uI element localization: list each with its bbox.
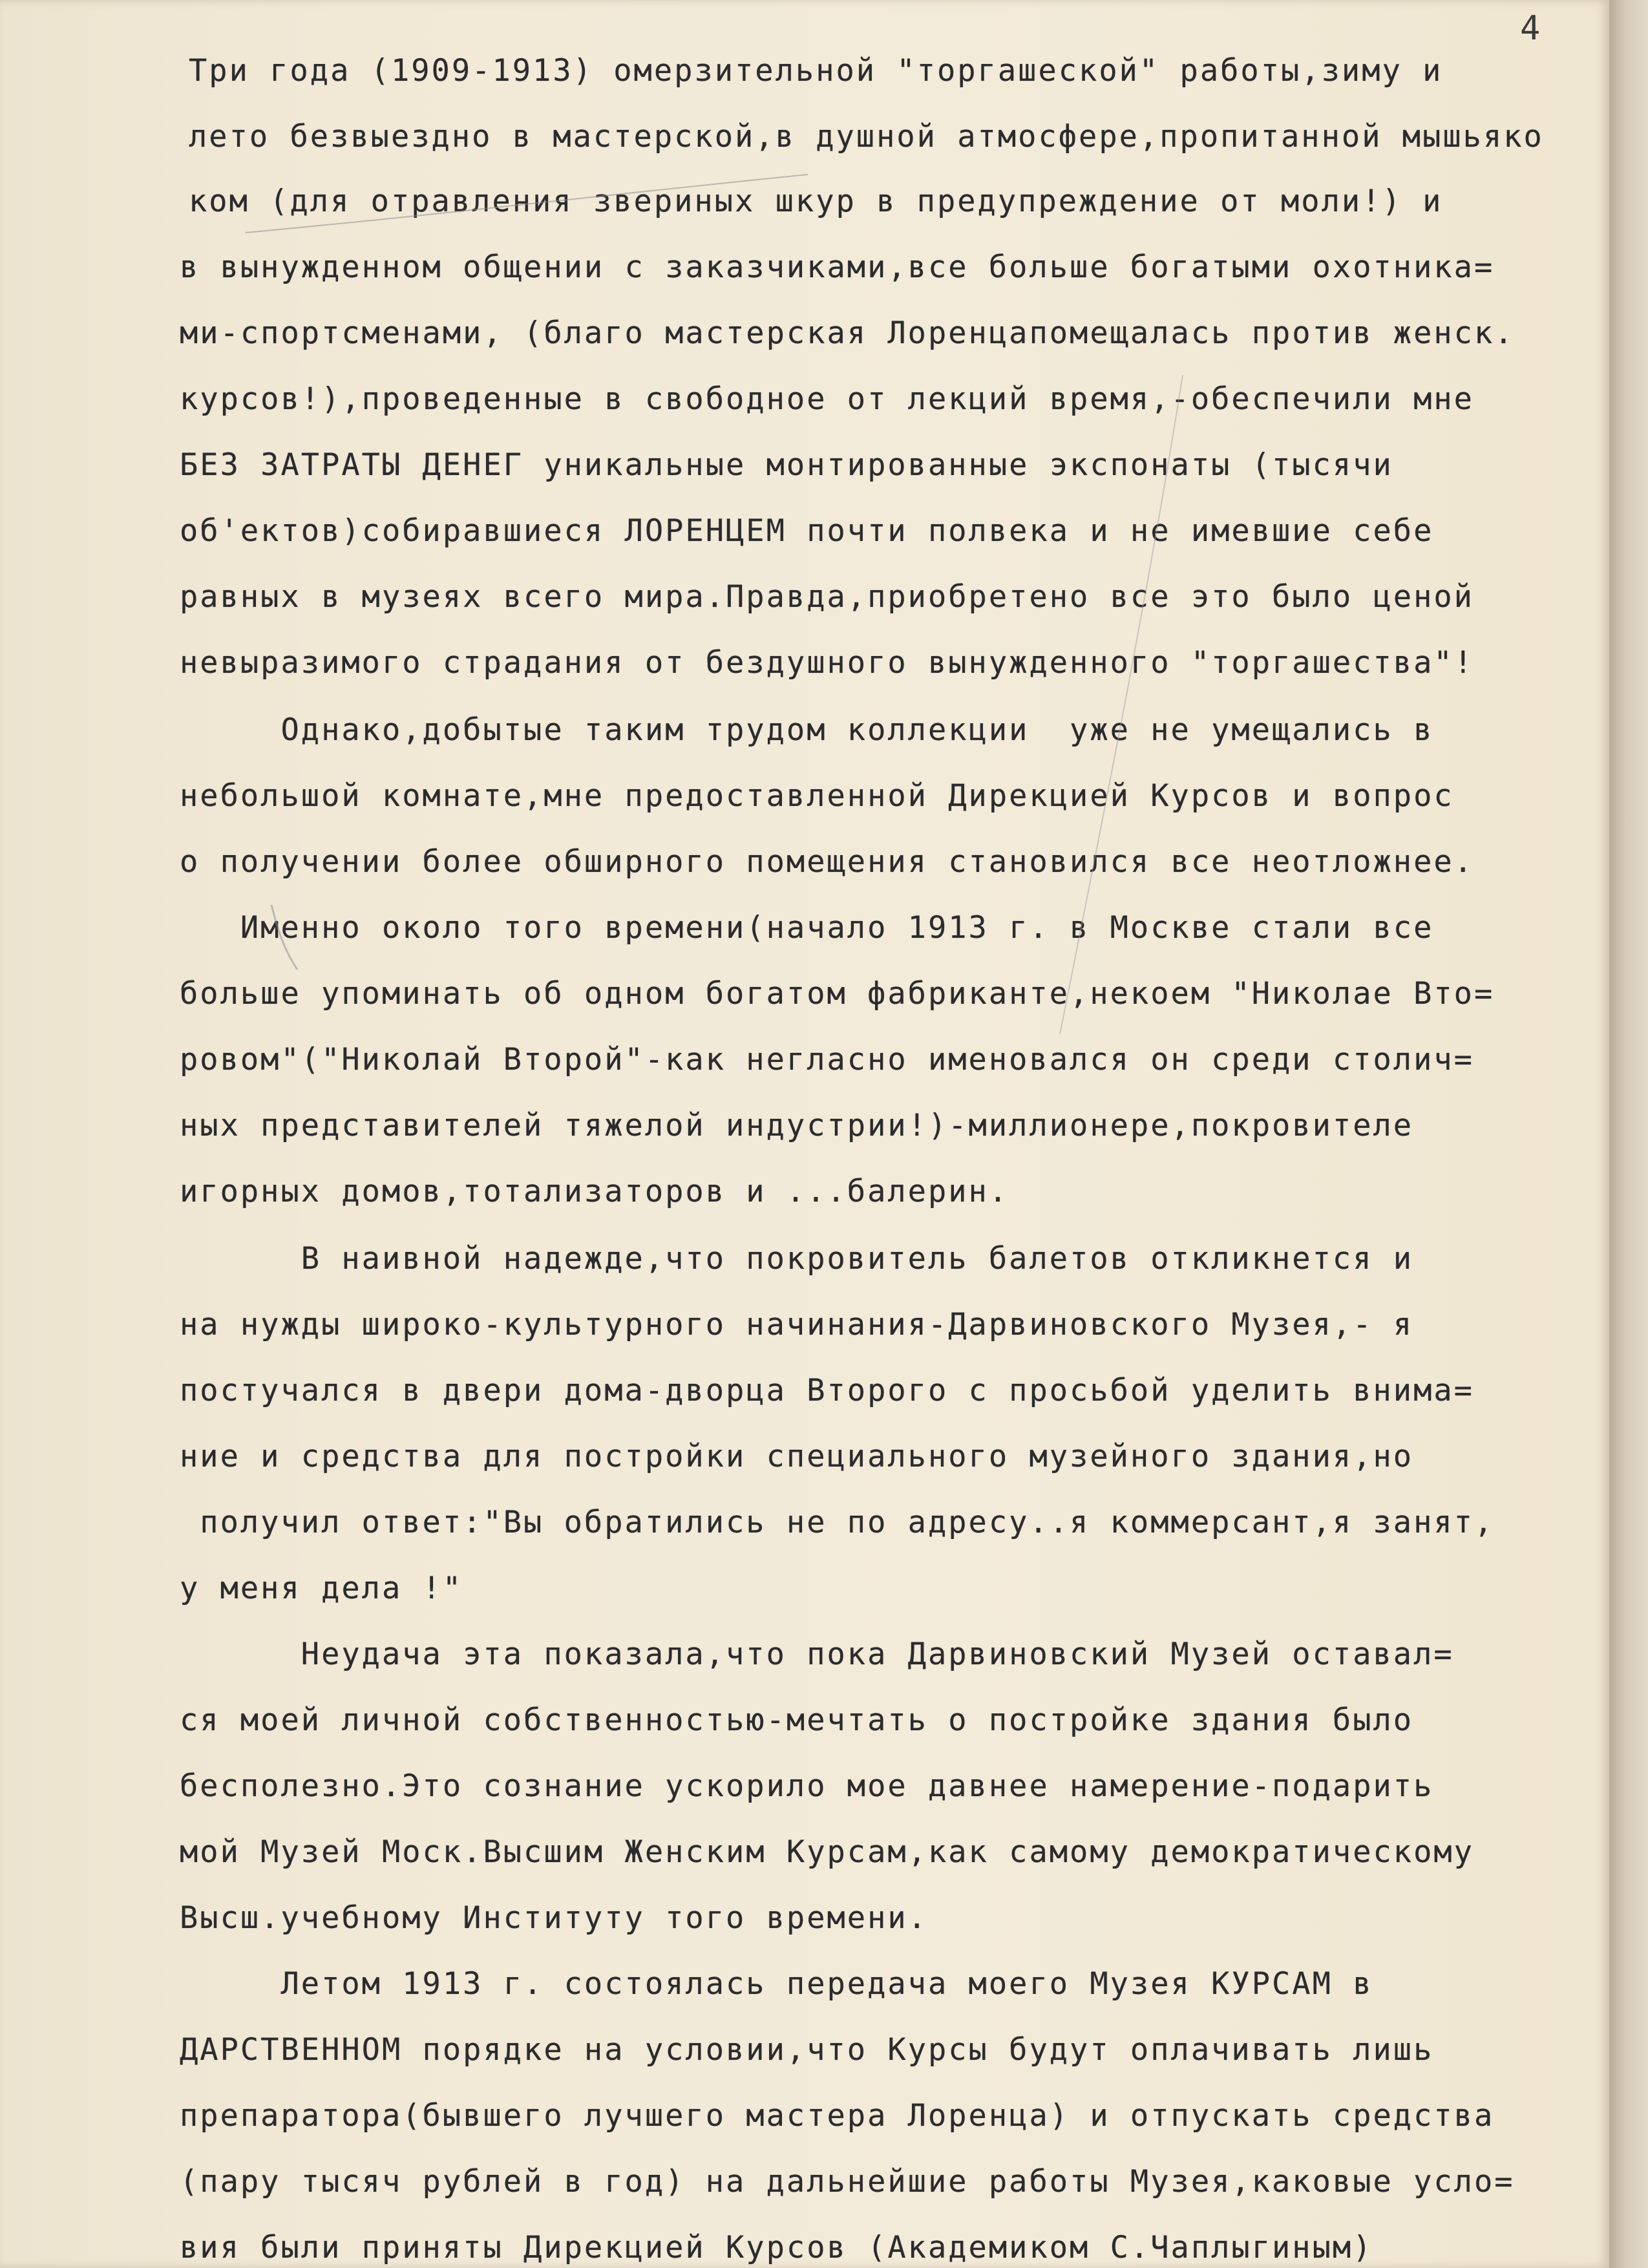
text-line: курсов!),проведенные в свободное от лекций время,-обеспечили мне <box>180 381 1474 417</box>
text-line: равных в музеях всего мира.Правда,приобретено все это было ценой <box>180 579 1474 615</box>
text-line: Однако,добытые таким трудом коллекции уже не умещались в <box>180 712 1434 748</box>
text-line: мой Музей Моск.Высшим Женским Курсам,как самому демократическому <box>180 1834 1474 1870</box>
text-line: ровом"("Николай Второй"-как негласно именовался он среди столич= <box>180 1042 1474 1077</box>
text-line: получил ответ:"Вы обратились не по адресу..я коммерсант,я занят, <box>180 1505 1495 1540</box>
text-line: вия были приняты Дирекцией Курсов (Академиком С.Чаплыгиным) <box>180 2230 1373 2265</box>
text-line: на нужды широко-культурного начинания-Дарвиновского Музея,- я <box>180 1307 1414 1342</box>
text-line: невыразимого страдания от бездушного вынужденного "торгашества"! <box>180 645 1474 681</box>
text-line: небольшой комнате,мне предоставленной Дирекцией Курсов и вопрос <box>180 778 1454 814</box>
text-line: бесполезно.Это сознание ускорило мое давнее намерение-подарить <box>180 1768 1434 1804</box>
text-line: об'ектов)собиравшиеся ЛОРЕНЦЕМ почти полвека и не имевшие себе <box>180 513 1434 549</box>
text-line: Три года (1909-1913) омерзительной "торгашеской" работы,зиму и <box>189 53 1443 89</box>
text-line: в вынужденном общении с заказчиками,все больше богатыми охотника= <box>180 249 1495 285</box>
text-line: Летом 1913 г. состоялась передача моего Музея КУРСАМ в <box>180 1966 1373 2002</box>
paper-edge <box>1609 0 1648 2268</box>
text-line: ся моей личной собственностью-мечтать о постройке здания было <box>180 1702 1414 1738</box>
text-line: Именно около того времени(начало 1913 г. в Москве стали все <box>180 910 1434 946</box>
text-line: ДАРСТВЕННОМ порядке на условии,что Курсы будут оплачивать лишь <box>180 2032 1434 2068</box>
text-line: ных представителей тяжелой индустрии!)-миллионере,покровителе <box>180 1108 1414 1143</box>
text-line: у меня дела !" <box>180 1571 463 1606</box>
text-line: ние и средства для постройки специального музейного здания,но <box>180 1439 1414 1474</box>
text-line: БЕЗ ЗАТРАТЫ ДЕНЕГ уникальные монтированные экспонаты (тысячи <box>180 447 1393 483</box>
page-number: 4 <box>1520 9 1541 48</box>
text-line: Высш.учебному Институту того времени. <box>180 1900 928 1936</box>
text-line: (пару тысяч рублей в год) на дальнейшие работы Музея,каковые усло= <box>180 2164 1515 2199</box>
text-line: о получении более обширного помещения становился все неотложнее. <box>180 844 1474 880</box>
text-line: постучался в двери дома-дворца Второго с просьбой уделить внима= <box>180 1373 1474 1408</box>
text-line: лето безвыездно в мастерской,в душной атмосфере,пропитанной мышьяко <box>189 119 1544 154</box>
text-line: больше упоминать об одном богатом фабриканте,некоем "Николае Вто= <box>180 976 1495 1012</box>
text-line: препаратора(бывшего лучшего мастера Лоренца) и отпускать средства <box>180 2098 1495 2134</box>
text-line: Неудача эта показала,что пока Дарвиновский Музей оставал= <box>180 1637 1454 1672</box>
text-line: В наивной надежде,что покровитель балетов откликнется и <box>180 1241 1414 1277</box>
text-line: ми-спортсменами, (благо мастерская Лоренцапомещалась против женск. <box>180 315 1515 351</box>
text-line: игорных домов,тотализаторов и ...балерин. <box>180 1174 1009 1209</box>
text-line: ком (для отравления звериных шкур в предупреждение от моли!) и <box>189 184 1443 219</box>
